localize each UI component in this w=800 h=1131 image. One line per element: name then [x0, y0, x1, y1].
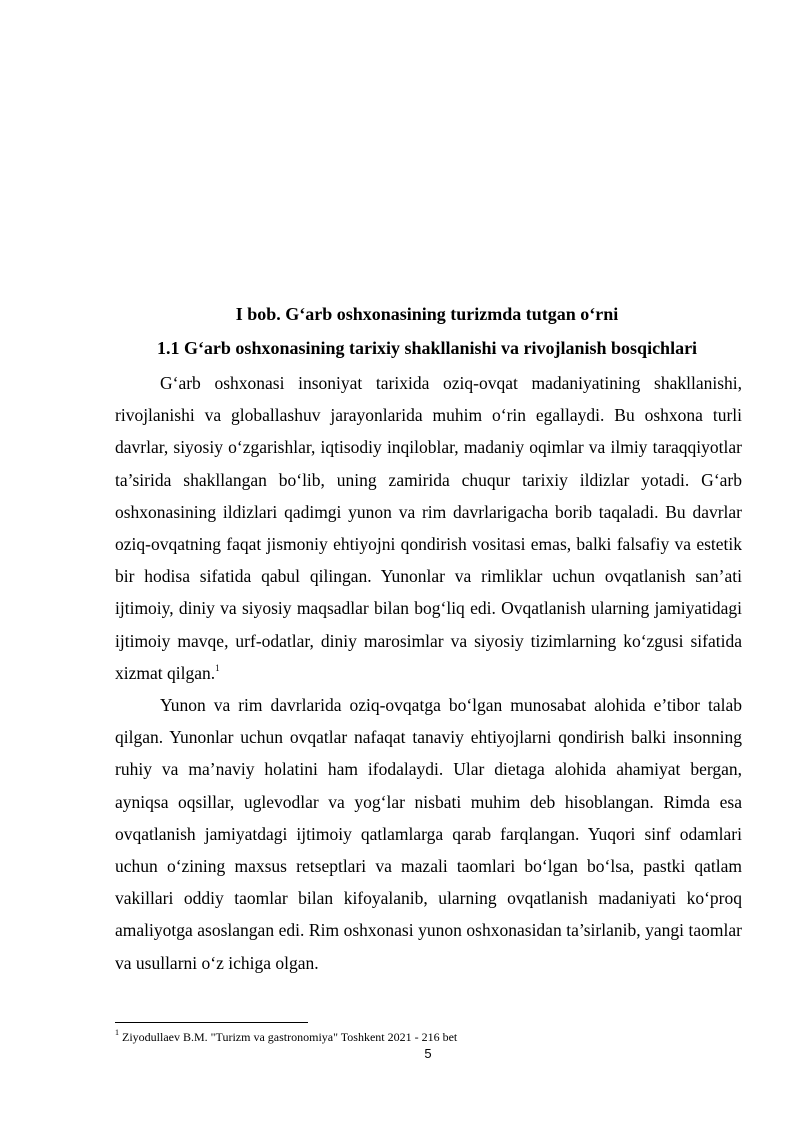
footnote-number: 1 [115, 1028, 119, 1037]
paragraph-1 [115, 367, 742, 689]
paragraph-2: Yunon va rim davrlarida oziq-ovqatga bo‘lgan munosabat alohida e’tibor talab qilgan. Yunonlar uchun ovqatlar nafaqat tanaviy ehtiyojlarni qondirish balki insonning ruhiy va ma’naviy holatini ham ifodalaydi. Ular dietaga alohida ahamiyat bergan, ayniqsa oqsillar, uglevodlar va yog‘lar nisbati muhim deb hisoblangan. Rimda esa ovqatlanish jamiyatdagi ijtimoiy qatlamlarga qarab farqlangan. Yuqori sinf odamlari uchun o‘zining maxsus retseptlari va mazali taomlari bo‘lgan bo‘lsa, pastki qatlam vakillari oddiy taomlar bilan kifoyalanib, ularning ovqatlanish madaniyati ko‘proq amaliyotga asoslangan edi. Rim oshxonasi yunon oshxonasidan ta’sirlanib, yangi taomlar va usullarni o‘z ichiga olgan. [115, 695, 742, 973]
paragraph-1-text: G‘arb oshxonasi insoniyat tarixida oziq-ovqat madaniyatining shakllanishi, rivojlanishi va globallashuv jarayonlarida muhim o‘rin egallaydi. Bu oshxona turli davrlar, siyosiy o‘zgarishlar, iqtisodiy inqiloblar, madaniy oqimlar va ilmiy taraqqiyotlar ta’sirida shakllangan bo‘lib, uning zamirida chuqur tarixiy ildizlar yotadi. G‘arb oshxonasining ildizlari qadimgi yunon va rim davrlarigacha borib taqaladi. Bu davrlar oziq-ovqatning faqat jismoniy ehtiyojni qondirish vositasi emas, balki falsafiy va estetik bir hodisa sifatida qabul qilingan. Yunonlar va rimliklar uchun ovqatlanish san’ati ijtimoiy, diniy va siyosiy maqsadlar bilan bog‘liq edi. Ovqatlanish ularning jamiyatidagi ijtimoiy mavqe, urf-odatlar, diniy marosimlar va siyosiy tizimlarning ko‘zgusi sifatida xizmat qilgan. [115, 373, 742, 683]
footnote-text: Ziyodullaev B.M. "Turizm va gastronomiya" Toshkent 2021 - 216 bet [122, 1030, 458, 1044]
footnote-divider [115, 1022, 308, 1023]
section-title: 1.1 G‘arb oshxonasining tarixiy shakllanishi va rivojlanish bosqichlari [156, 338, 698, 358]
footnote [115, 1030, 457, 1044]
body-text [115, 367, 742, 979]
chapter-title: I bob. G‘arb oshxonasining turizmda tutgan o‘rni [235, 304, 619, 324]
page-number: 5 [424, 1046, 432, 1061]
footnote-reference[interactable]: 1 [215, 663, 220, 673]
